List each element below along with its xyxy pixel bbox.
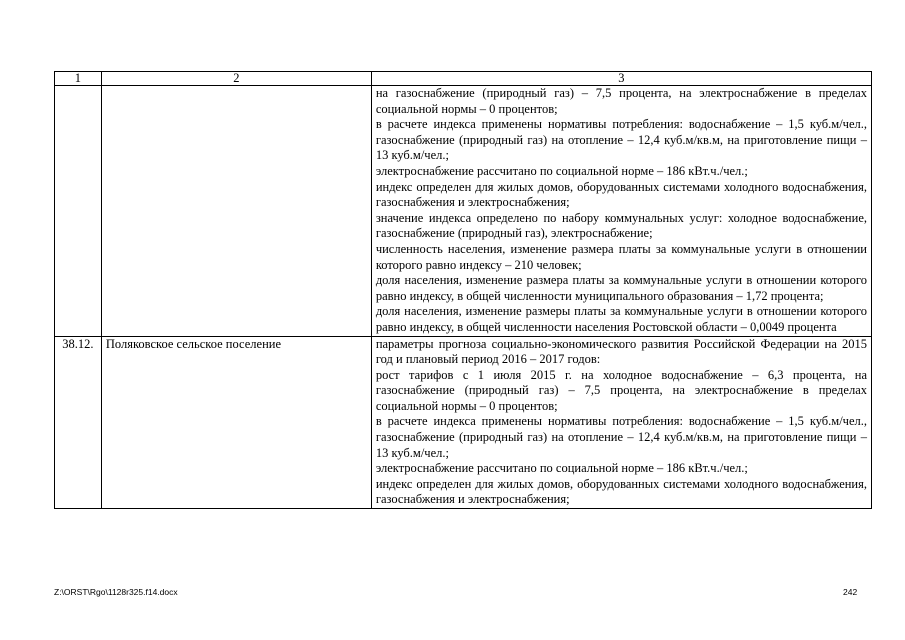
description-line: в расчете индекса применены нормативы потребления: водоснабжение – 1,5 куб.м/чел., газоснабжение (природный газ) на отопление – 12,4 куб.м/кв.м, на приготовление пищи – 13 куб.м/чел.; [375,117,867,163]
row-number: 38.12. [55,336,102,509]
footer-file-path: Z:\ORST\Rgo\1128r325.f14.docx [54,587,178,597]
description-line: электроснабжение рассчитано по социальной норме – 186 кВт.ч./чел.; [375,461,748,476]
description-line: на газоснабжение (природный газ) – 7,5 процента, на электроснабжение в пределах социальной нормы – 0 процентов; [375,86,867,116]
description-line: индекс определен для жилых домов, оборудованных системами холодного водоснабжения, газоснабжения и электроснабжения; [375,179,867,210]
row-name [101,86,371,337]
header-col-2: 2 [101,72,371,86]
description-line: значение индекса определено по набору коммунальных услуг: холодное водоснабжение, газоснабжение (природный газ), электроснабжение; [375,210,867,241]
row-description [371,86,871,337]
row-description [371,336,871,509]
row-name: Поляковское сельское поселение [101,336,371,509]
description-line: электроснабжение рассчитано по социальной норме – 186 кВт.ч./чел.; [375,163,748,178]
description-line: параметры прогноза социально-экономического развития Российской Федерации на 2015 год и плановый период 2016 – 2017 годов: [375,336,867,367]
description-line: доля населения, изменение размера платы за коммунальные услуги в отношении которого равно индексу, в общей численности муниципального образования – 1,72 процента; [375,273,867,303]
description-line: в расчете индекса применены нормативы потребления: водоснабжение – 1,5 куб.м/чел., газоснабжение (природный газ) на отопление – 12,4 куб.м/кв.м, на приготовление пищи – 13 куб.м/чел.; [375,414,867,460]
row-number [55,86,102,337]
description-line: индекс определен для жилых домов, оборудованных системами холодного водоснабжения, газоснабжения и электроснабжения; [375,476,867,507]
data-table [54,71,872,509]
description-line: рост тарифов с 1 июля 2015 г. на холодное водоснабжение – 6,3 процента, на газоснабжение (природный газ) – 7,5 процента, на электроснабжение в пределах социальной нормы – 0 процентов; [375,367,867,413]
description-line: численность населения, изменение размера платы за коммунальные услуги в отношении которого равно индексу – 210 человек; [375,241,867,272]
description-line: доля населения, изменение размеры платы за коммунальные услуги в отношении которого равно индексу, в общей численности населения Ростовской области – 0,0049 процента [375,304,867,334]
header-col-1: 1 [55,72,102,86]
table-row [55,336,872,509]
header-col-3: 3 [371,72,871,86]
table-header-row [55,72,872,86]
table-row [55,86,872,337]
footer-page-number: 242 [843,587,858,597]
